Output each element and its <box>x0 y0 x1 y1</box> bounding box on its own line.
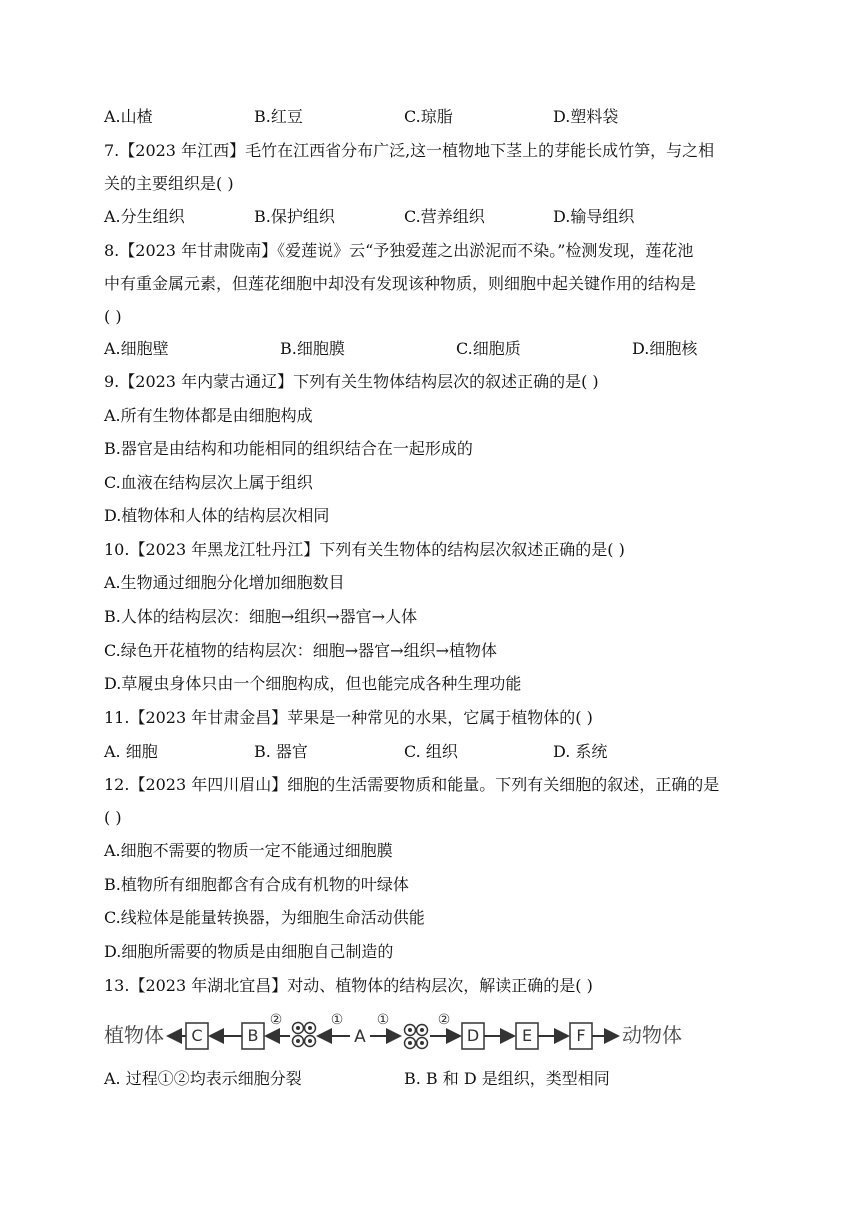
q8-option-c: C.细胞质 <box>456 339 521 358</box>
q10-option-d: D.草履虫身体只由一个细胞构成，但也能完成各种生理功能 <box>104 674 522 693</box>
q7-stem-line-2: 关的主要组织是( ) <box>104 174 234 193</box>
q7-option-a: A.分生组织 <box>104 207 185 226</box>
q11-option-a: A. 细胞 <box>104 742 158 761</box>
q11-option-d: D. 系统 <box>553 742 608 761</box>
q12-option-d: D.细胞所需要的物质是由细胞自己制造的 <box>104 942 394 961</box>
q13-option-b: B. B 和 D 是组织，类型相同 <box>404 1069 610 1088</box>
diagram-plant-label: 植物体 <box>104 1023 164 1047</box>
diagram-box-e-label: E <box>521 1026 533 1045</box>
q7-option-d: D.输导组织 <box>553 207 635 226</box>
cell-cluster-right <box>405 1025 428 1049</box>
q6-option-b: B.红豆 <box>254 107 303 126</box>
diagram-step-2-right: ② <box>437 1012 451 1028</box>
q12-option-b: B.植物所有细胞都含有合成有机物的叶绿体 <box>104 875 409 894</box>
q10-stem: 10.【2023 年黑龙江牡丹江】下列有关生物体的结构层次叙述正确的是( ) <box>104 540 625 559</box>
q12-option-c: C.线粒体是能量转换器，为细胞生命活动供能 <box>104 908 425 927</box>
q9-option-b: B.器官是由结构和功能相同的组织结合在一起形成的 <box>104 439 473 458</box>
q10-option-b: B.人体的结构层次：细胞→组织→器官→人体 <box>104 607 418 626</box>
diagram-box-b-label: B <box>247 1026 259 1045</box>
q8-option-d: D.细胞核 <box>632 339 698 358</box>
q10-option-c: C.绿色开花植物的结构层次：细胞→器官→组织→植物体 <box>104 641 497 660</box>
q12-option-a: A.细胞不需要的物质一定不能通过细胞膜 <box>104 841 393 860</box>
q8-option-a: A.细胞壁 <box>104 339 169 358</box>
q6-option-c: C.琼脂 <box>404 107 453 126</box>
diagram-step-2-left: ② <box>269 1012 283 1028</box>
diagram-box-c-label: C <box>191 1026 203 1045</box>
q8-option-b: B.细胞膜 <box>280 339 345 358</box>
q9-option-c: C.血液在结构层次上属于组织 <box>104 473 313 492</box>
diagram-step-1-right: ① <box>376 1012 390 1028</box>
q10-option-a: A.生物通过细胞分化增加细胞数目 <box>104 573 345 592</box>
q12-stem-line-1: 12.【2023 年四川眉山】细胞的生活需要物质和能量。下列有关细胞的叙述，正确的是 <box>104 775 720 794</box>
q7-option-c: C.营养组织 <box>404 207 485 226</box>
q9-option-d: D.植物体和人体的结构层次相同 <box>104 506 330 525</box>
q8-stem-line-3: ( ) <box>104 307 122 326</box>
q7-option-b: B.保护组织 <box>254 207 335 226</box>
q6-option-d: D.塑料袋 <box>553 107 619 126</box>
q11-option-b: B. 器官 <box>254 742 308 761</box>
structure-level-diagram <box>104 1008 704 1068</box>
q6-option-a: A.山楂 <box>104 107 153 126</box>
diagram-box-f-label: F <box>576 1026 586 1045</box>
q11-stem: 11.【2023 年甘肃金昌】苹果是一种常见的水果，它属于植物体的( ) <box>104 708 593 727</box>
q7-stem-line-1: 7.【2023 年江西】毛竹在江西省分布广泛,这一植物地下茎上的芽能长成竹笋，与之相 <box>104 141 715 160</box>
q8-stem-line-1: 8.【2023 年甘肃陇南】《爱莲说》云“予独爱莲之出淤泥而不染。”检测发现，莲花池 <box>104 241 694 260</box>
q13-option-a: A. 过程①②均表示细胞分裂 <box>104 1069 302 1088</box>
q9-stem: 9.【2023 年内蒙古通辽】下列有关生物体结构层次的叙述正确的是( ) <box>104 372 599 391</box>
q11-option-c: C. 组织 <box>404 742 458 761</box>
diagram-box-d-label: D <box>466 1026 480 1045</box>
q12-stem-line-2: ( ) <box>104 808 122 827</box>
cell-cluster-left <box>293 1023 316 1047</box>
q9-option-a: A.所有生物体都是由细胞构成 <box>104 406 313 425</box>
diagram-animal-label: 动物体 <box>622 1023 682 1047</box>
q8-stem-line-2: 中有重金属元素，但莲花细胞中却没有发现该种物质，则细胞中起关键作用的结构是 <box>104 274 697 293</box>
diagram-center-a: A <box>354 1027 366 1047</box>
q13-stem: 13.【2023 年湖北宜昌】对动、植物体的结构层次，解读正确的是( ) <box>104 976 593 995</box>
diagram-step-1-left: ① <box>330 1012 344 1028</box>
